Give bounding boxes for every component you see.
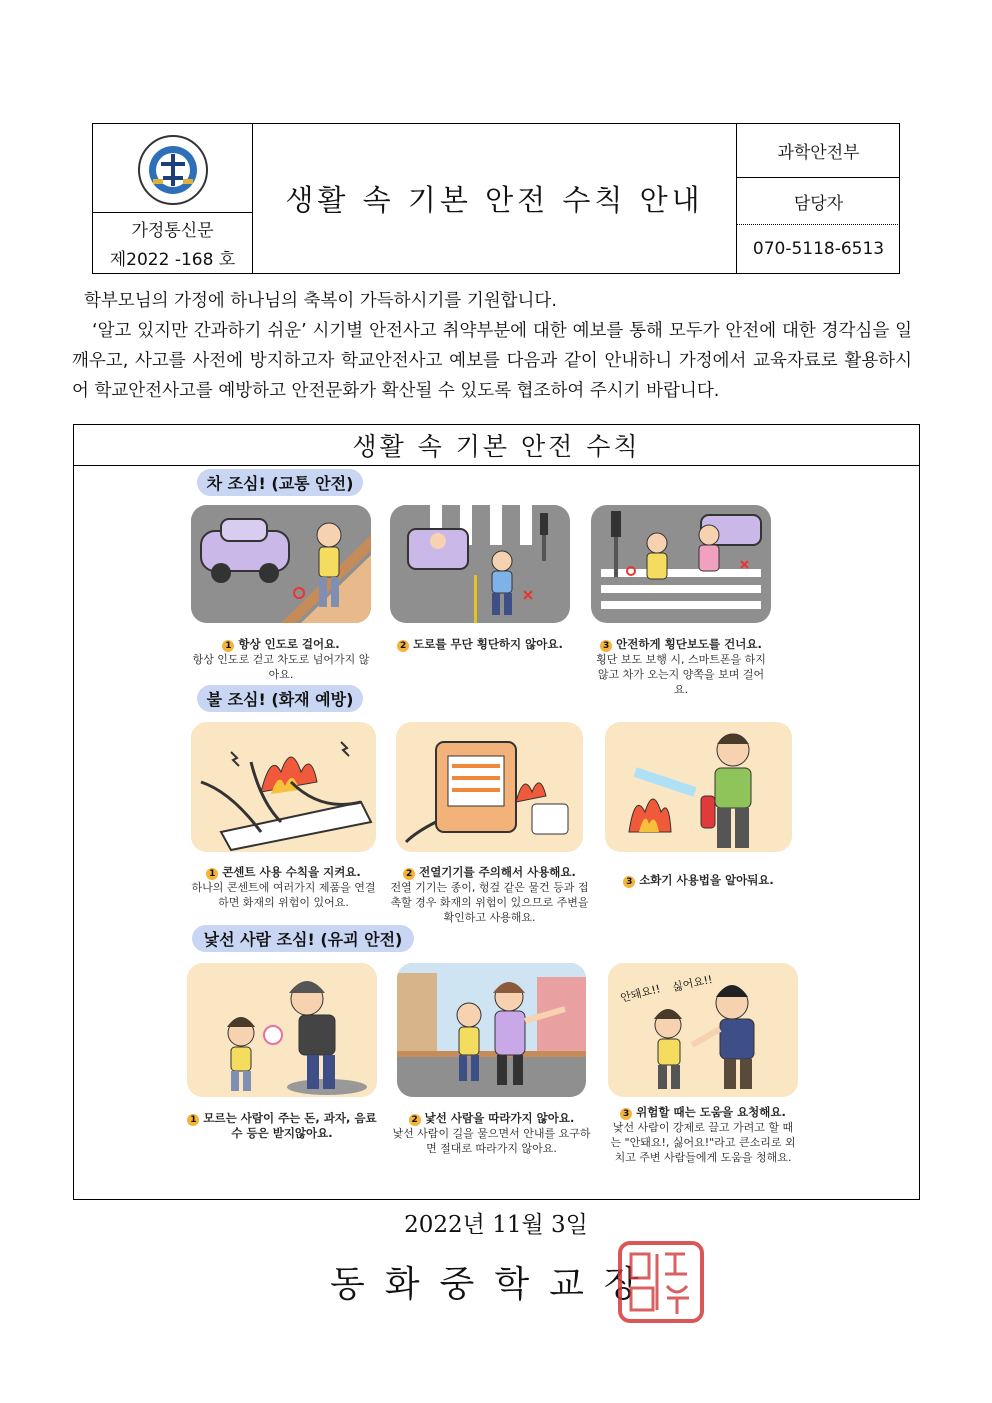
caption-traffic-2 (390, 637, 570, 652)
step-number: 3 (600, 640, 612, 652)
caption-fire-2 (386, 865, 593, 925)
page-title: 생활 속 기본 안전 수칙 안내 (285, 183, 704, 217)
illustration-outlet (191, 722, 376, 852)
caption-head: 콘센트 사용 수칙을 지켜요. (222, 865, 361, 879)
caption-body: 낯선 사람이 강제로 끌고 가려고 할 때는 "안돼요!, 싫어요!"라고 큰소리로 외치고 주변 사람들에게 도움을 청해요. (610, 1121, 796, 1164)
speech-dont: 싫어요!! (671, 972, 714, 995)
caption-body: 항상 인도로 걷고 차도로 넘어가지 않아요. (192, 653, 370, 681)
caption-head: 모르는 사람이 주는 돈, 과자, 음료수 등은 받지않아요. (203, 1111, 377, 1140)
official-seal (617, 1240, 705, 1324)
issue-date: 2022년 11월 3일 (404, 1212, 588, 1238)
illustration-help (608, 963, 798, 1097)
step-number: 1 (187, 1114, 199, 1126)
step-number: 3 (623, 876, 635, 888)
department: 과학안전부 (777, 143, 860, 163)
illustration-heater (396, 722, 583, 852)
contact-label: 담당자 (793, 193, 844, 214)
caption-body: 하나의 콘센트에 여러가지 제품을 연결하면 화재의 위험이 있어요. (191, 881, 376, 909)
step-number: 1 (222, 640, 234, 652)
caption-body: 전열 기기는 종이, 헝겊 같은 물건 등과 접촉할 경우 화재의 위험이 있으므로 주변을 확인하고 사용해요. (390, 881, 589, 924)
caption-head: 위험할 때는 도움을 요청해요. (636, 1105, 786, 1119)
step-number: 2 (409, 1114, 421, 1126)
doc-type: 가정통신문 (131, 220, 214, 241)
header-table (92, 123, 900, 274)
box-title: 생활 속 기본 안전 수칙 (74, 425, 919, 466)
caption-traffic-3 (591, 637, 771, 697)
caption-head: 소화기 사용법을 알아둬요. (639, 873, 774, 887)
caption-head: 항상 인도로 걸어요. (238, 637, 340, 651)
step-number: 2 (403, 868, 415, 880)
step-number: 2 (397, 640, 409, 652)
caption-stranger-2 (392, 1111, 591, 1156)
section-heading-traffic: 차 조심! (교통 안전) (197, 469, 363, 496)
speech-no: 안돼요!! (619, 982, 662, 1005)
principal-name: 동화중학교장 (330, 1264, 659, 1305)
caption-body: 낯선 사람이 길을 물으면서 안내를 요구하면 절대로 따라가지 않아요. (392, 1127, 591, 1155)
notice-paragraph: ‘알고 있지만 간과하기 쉬운’ 시기별 안전사고 취약부분에 대한 예보를 통해 모두가 안전에 대한 경각심을 일깨우고, 사고를 사전에 방지하고자 학교안전사고 예보를 다음과 같이 안내하니 가정에서 교육자료로 활용하시어 학교안전사고를 예방하고 안전문화가 확산될 수 있도록 협조하여 주시기 바랍니다. (72, 321, 912, 401)
caption-stranger-3 (608, 1105, 798, 1165)
section-heading-fire: 불 조심! (화재 예방) (197, 685, 363, 712)
illustration-crosswalk (591, 505, 771, 623)
caption-traffic-1 (191, 637, 371, 682)
illustration-candy (187, 963, 377, 1097)
caption-fire-3 (605, 873, 792, 888)
caption-head: 전열기기를 주의해서 사용해요. (419, 865, 576, 879)
step-number: 3 (620, 1108, 632, 1120)
contact-phone: 070-5118-6513 (752, 239, 885, 259)
caption-head: 안전하게 횡단보도를 건너요. (616, 637, 762, 651)
caption-fire-1 (191, 865, 376, 910)
caption-body: 횡단 보도 보행 시, 스마트폰을 하지 않고 차가 오는지 양쪽을 보며 걸어요. (596, 653, 766, 696)
caption-stranger-1 (187, 1111, 377, 1141)
illustration-follow (397, 963, 586, 1097)
greeting-paragraph: 학부모님의 가정에 하나님의 축복이 가득하시기를 기원합니다. (84, 291, 557, 311)
illustration-sidewalk (191, 505, 371, 623)
school-logo (133, 134, 213, 206)
caption-head: 낯선 사람을 따라가지 않아요. (424, 1111, 575, 1125)
illustration-extinguisher (605, 722, 792, 852)
step-number: 1 (206, 868, 218, 880)
doc-number: 제2022 -168 호 (109, 249, 236, 270)
section-heading-stranger: 낯선 사람 조심! (유괴 안전) (192, 925, 414, 952)
safety-rules-box (73, 424, 920, 1200)
illustration-jaywalk (390, 505, 570, 623)
caption-head: 도로를 무단 횡단하지 않아요. (413, 637, 563, 651)
